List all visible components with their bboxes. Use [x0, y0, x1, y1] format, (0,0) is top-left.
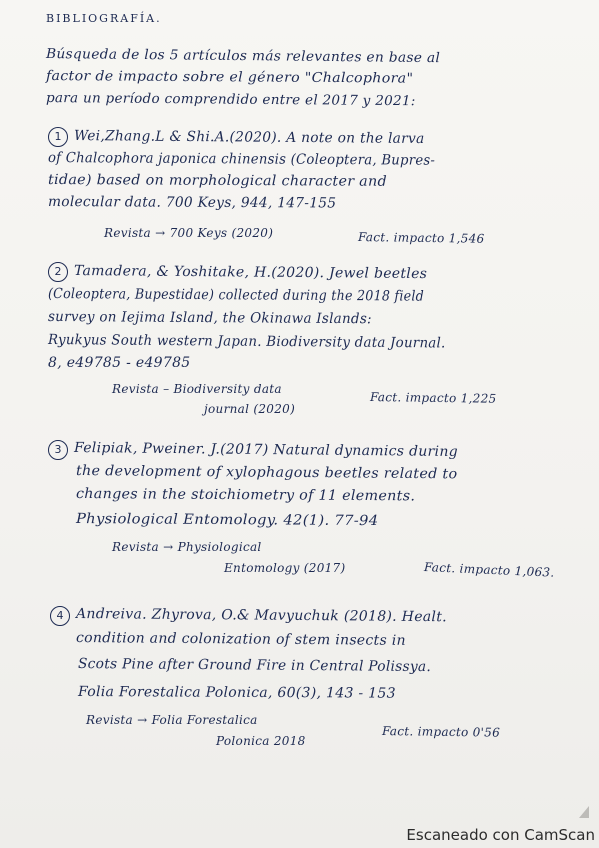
- reference-journal: Entomology (2017): [224, 561, 346, 575]
- reference-impact-factor: Fact. impacto 0'56: [381, 724, 501, 740]
- reference-number-badge: 2: [48, 262, 68, 282]
- intro-line: Búsqueda de los 5 artículos más relevantes en base al: [45, 46, 441, 67]
- reference-line: Felipiak, Pweiner. J.(2017) Natural dynamics during: [73, 440, 459, 461]
- reference-line: Wei,Zhang.L & Shi.A.(2020). A note on the larva: [73, 128, 425, 148]
- page-title: BIBLIOGRAFÍA.: [46, 12, 162, 25]
- reference-line: molecular data. 700 Keys, 944, 147-155: [47, 194, 337, 212]
- reference-impact-factor: Fact. impacto 1,546: [357, 230, 485, 246]
- page-corner-fold: [579, 806, 589, 818]
- reference-journal: Revista – Biodiversity data: [112, 382, 282, 396]
- reference-line: the development of xylophagous beetles related to: [75, 463, 458, 483]
- reference-line: of Chalcophora japonica chinensis (Coleoptera, Bupres-: [47, 150, 436, 169]
- reference-line: survey on Iejima Island, the Okinawa Islands:: [47, 309, 372, 328]
- intro-line: factor de impacto sobre el género "Chalcophora": [45, 68, 414, 87]
- reference-line: changes in the stoichiometry of 11 elements.: [75, 486, 416, 505]
- intro-line: para un período comprendido entre el 2017 y 2021:: [45, 90, 416, 110]
- reference-journal: Revista → Physiological: [112, 540, 262, 554]
- reference-journal: Polonica 2018: [216, 734, 306, 748]
- reference-line: (Coleoptera, Bupestidae) collected during the 2018 field: [47, 286, 425, 305]
- reference-line: Tamadera, & Yoshitake, H.(2020). Jewel beetles: [73, 263, 428, 283]
- reference-impact-factor: Fact. impacto 1,063.: [423, 560, 555, 580]
- reference-number-badge: 4: [50, 606, 70, 626]
- reference-number-badge: 1: [48, 127, 68, 147]
- reference-journal: Revista → 700 Keys (2020): [104, 226, 274, 240]
- reference-line: tidae) based on morphological character and: [47, 172, 388, 190]
- reference-line: Physiological Entomology. 42(1). 77-94: [75, 511, 379, 530]
- scanner-watermark: Escaneado con CamScan: [406, 826, 595, 844]
- reference-line: Scots Pine after Ground Fire in Central Polissya.: [77, 656, 432, 676]
- reference-number-badge: 3: [48, 440, 68, 460]
- reference-line: condition and colonization of stem insects in: [75, 630, 406, 649]
- reference-line: 8, e49785 - e49785: [48, 355, 191, 371]
- reference-journal: Revista → Folia Forestalica: [86, 713, 258, 727]
- reference-impact-factor: Fact. impacto 1,225: [369, 390, 497, 406]
- reference-line: Ryukyus South western Japan. Biodiversity data Journal.: [47, 332, 446, 352]
- reference-journal: journal (2020): [204, 402, 296, 416]
- reference-line: Andreiva. Zhyrova, O.& Mavyuchuk (2018). Healt.: [75, 606, 447, 626]
- reference-line: Folia Forestalica Polonica, 60(3), 143 - 153: [77, 684, 396, 702]
